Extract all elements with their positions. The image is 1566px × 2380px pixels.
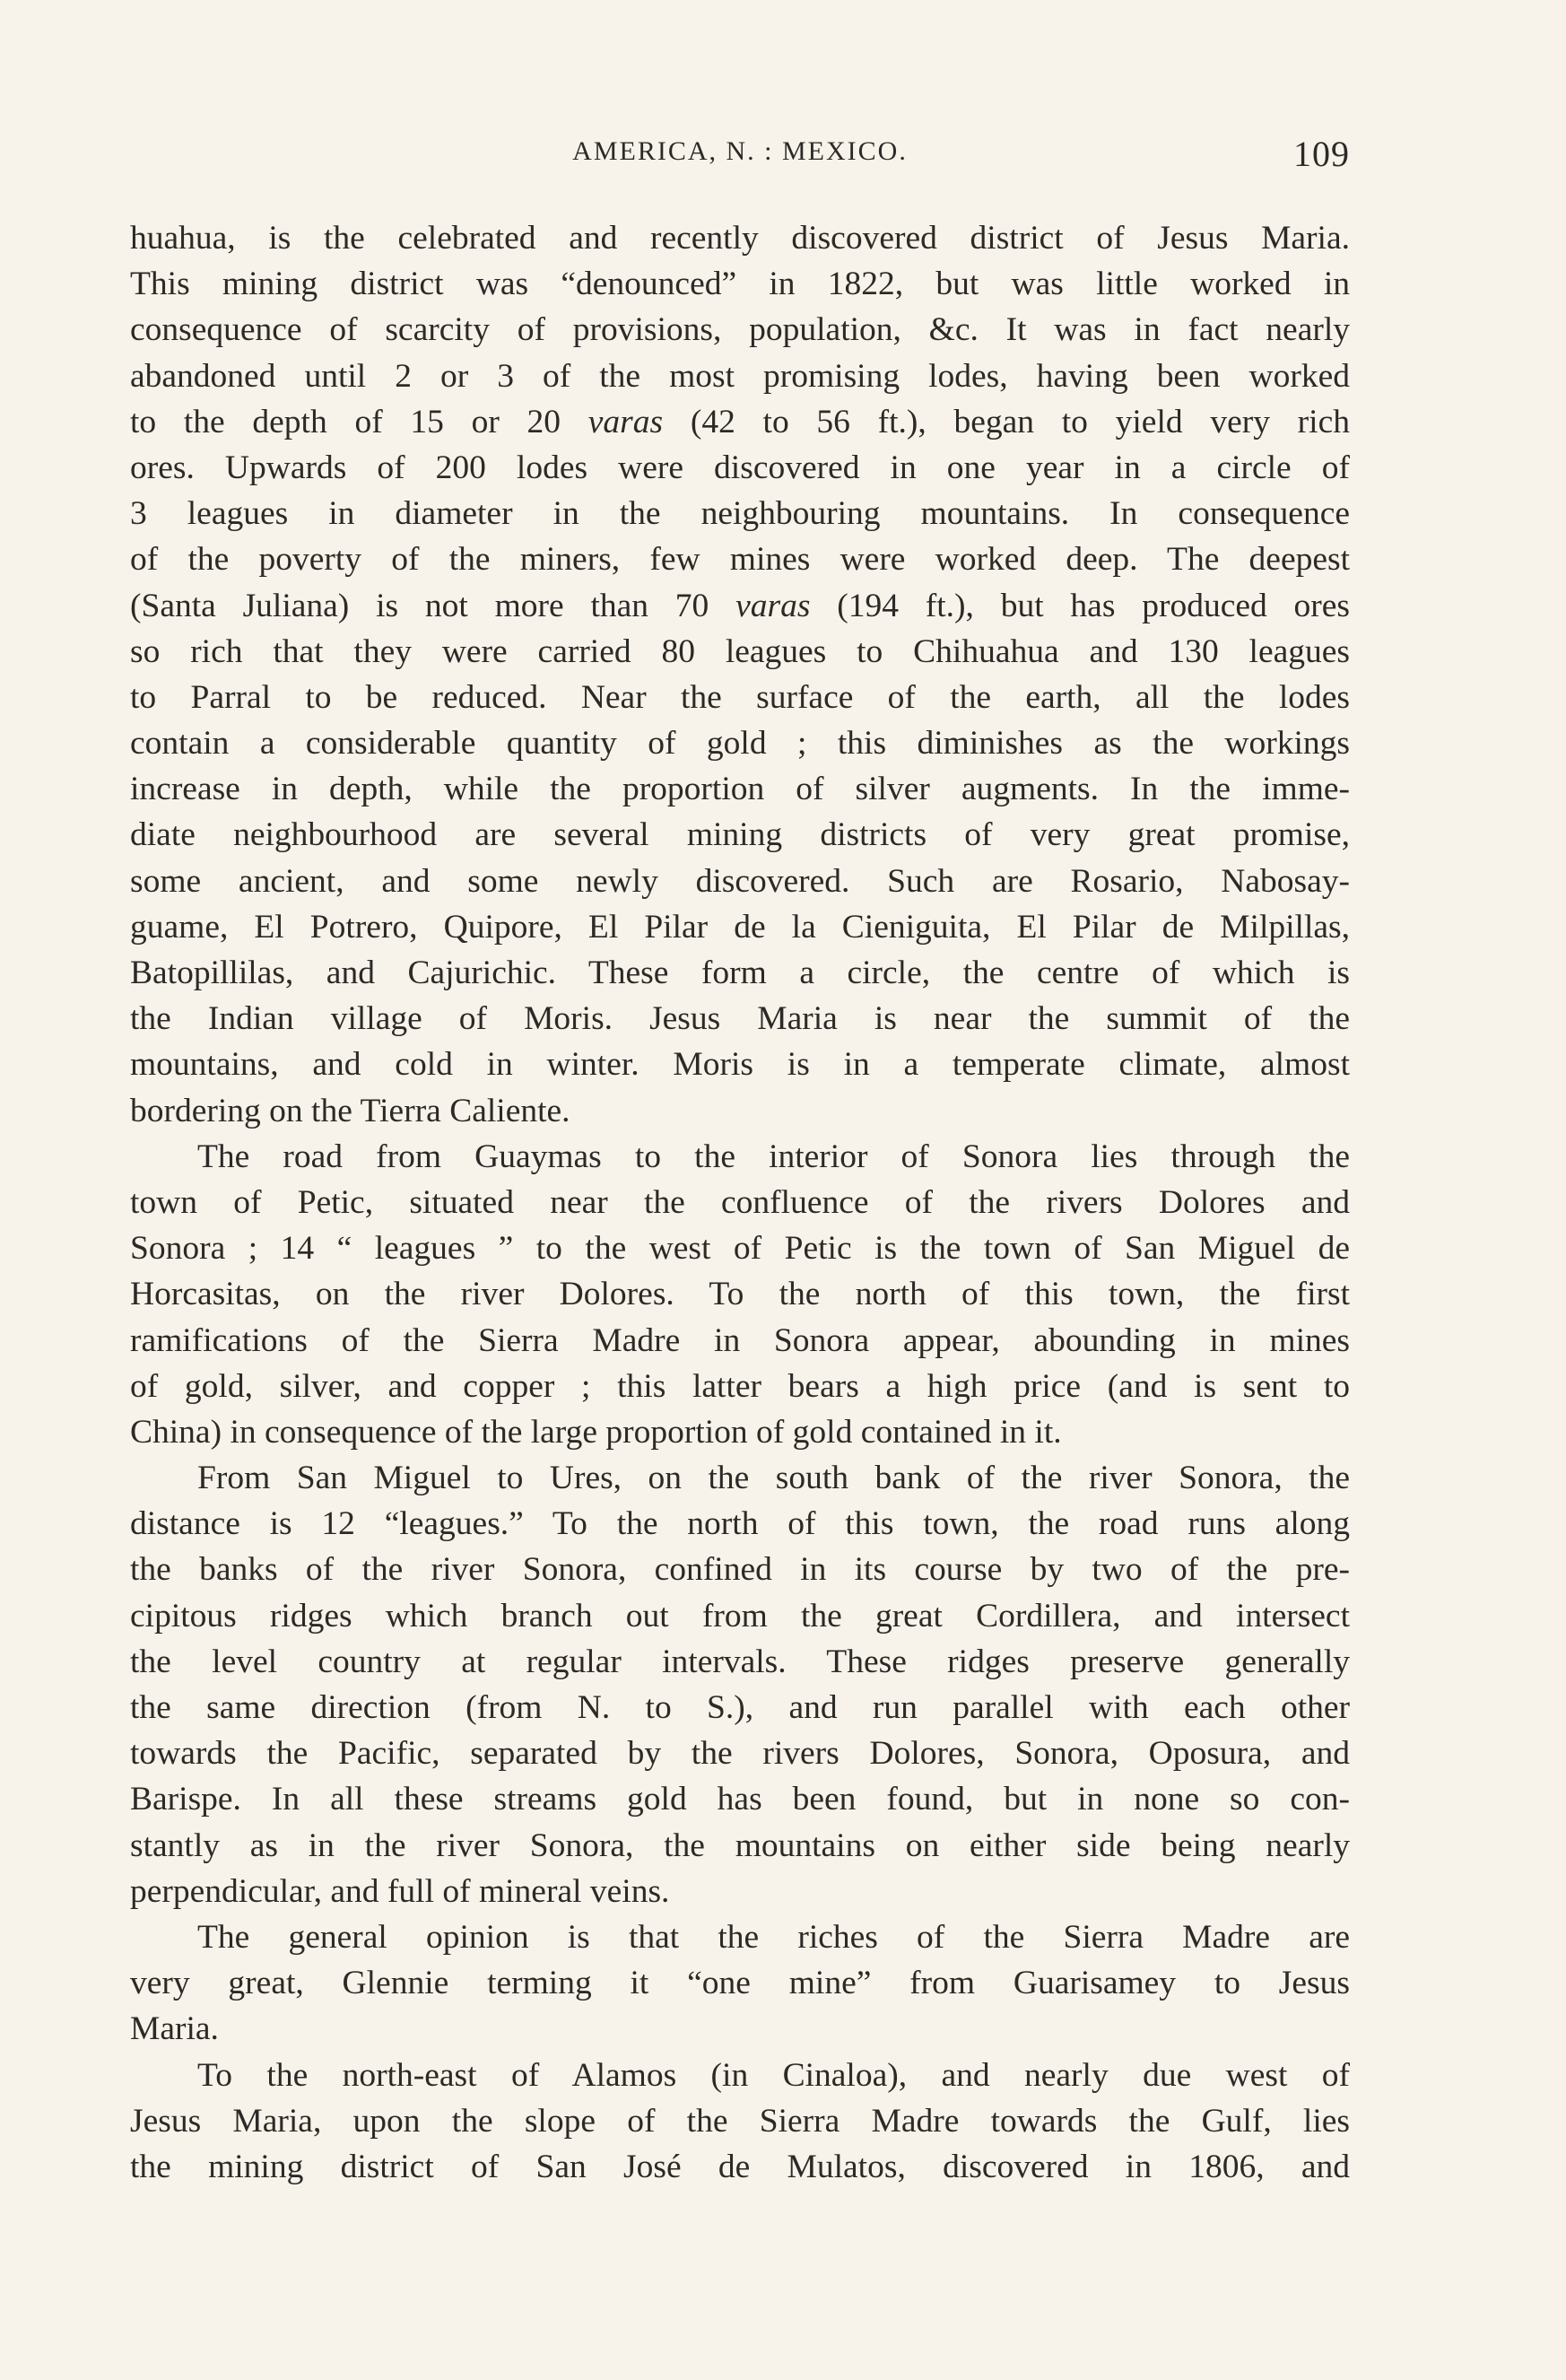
text-line: [130, 629, 1350, 675]
text-segment: 3 leagues in diameter in the neighbouring mountains. In consequence: [130, 495, 1350, 533]
text-line: [130, 1088, 1350, 1134]
text-segment: Batopillilas, and Cajurichic. These form a circle, the centre of which is: [130, 955, 1350, 991]
text-line: [130, 2098, 1350, 2144]
text-segment: (Santa Juliana) is not more than 70: [130, 587, 736, 624]
text-line: [130, 1731, 1350, 1776]
text-line: [130, 1180, 1350, 1225]
text-segment: Jesus Maria, upon the slope of the Sierra Madre towards the Gulf, lies: [130, 2102, 1350, 2140]
page-number: 109: [1293, 134, 1350, 174]
text-line: [130, 720, 1350, 766]
text-segment: guame, El Potrero, Quipore, El Pilar de la Cieniguita, El Pilar de Milpillas,: [130, 908, 1350, 946]
text-segment: the Indian village of Moris. Jesus Maria is near the summit of the: [130, 1000, 1350, 1038]
text-segment: to the depth of 15 or 20: [130, 403, 588, 440]
text-line: [130, 1271, 1350, 1317]
text-segment: stantly as in the river Sonora, the mountains on either side being nearly: [130, 1826, 1350, 1864]
text-line: [130, 1134, 1350, 1180]
text-segment: The road from Guaymas to the interior of Sonora lies through the: [197, 1138, 1350, 1175]
text-line: [130, 1409, 1350, 1455]
text-segment: cipitous ridges which branch out from the great Cordillera, and intersect: [130, 1597, 1350, 1635]
text-segment: consequence of scarcity of provisions, population, &c. It was in fact nearly: [130, 311, 1350, 349]
running-title: AMERICA, N. : MEXICO.: [572, 136, 908, 166]
text-line: [130, 261, 1350, 307]
text-segment: Horcasitas, on the river Dolores. To the north of this town, the first: [130, 1276, 1350, 1313]
text-segment: the same direction (from N. to S.), and run parallel with each other: [130, 1689, 1350, 1726]
text-segment: huahua, is the celebrated and recently discovered district of Jesus Maria.: [130, 220, 1350, 257]
text-line: [130, 1776, 1350, 1822]
text-segment: very great, Glennie terming it “one mine” from Guarisamey to Jesus: [130, 1965, 1350, 2002]
running-head: [130, 136, 1350, 181]
text-line: [130, 1042, 1350, 1087]
text-segment: towards the Pacific, separated by the rivers Dolores, Sonora, Oposura, and: [130, 1735, 1350, 1773]
text-line: [130, 1639, 1350, 1685]
text-segment: of the poverty of the miners, few mines were worked deep. The deepest: [130, 541, 1350, 579]
text-line: [130, 859, 1350, 904]
text-line: [130, 1823, 1350, 1869]
text-segment: abandoned until 2 or 3 of the most promising lodes, having been worked: [130, 357, 1350, 395]
text-line: [130, 491, 1350, 536]
text-line: [130, 445, 1350, 491]
text-line: [130, 904, 1350, 950]
text-segment: China) in consequence of the large proportion of gold contained in it.: [130, 1413, 1062, 1451]
text-line: [130, 2144, 1350, 2190]
text-segment: the mining district of San José de Mulatos, discovered in 1806, and: [130, 2148, 1350, 2185]
text-segment: The general opinion is that the riches of the Sierra Madre are: [197, 1918, 1350, 1956]
text-line: [130, 2006, 1350, 2052]
text-line: [130, 1685, 1350, 1731]
text-segment: (42 to 56 ft.), began to yield very rich: [663, 403, 1350, 440]
text-segment: ores. Upwards of 200 lodes were discovered in one year in a circle of: [130, 449, 1350, 486]
text-line: [130, 675, 1350, 720]
text-segment: of gold, silver, and copper ; this latter bears a high price (and is sent to: [130, 1367, 1350, 1405]
text-line: [130, 1914, 1350, 1960]
text-segment: the level country at regular intervals. These ridges preserve generally: [130, 1643, 1350, 1680]
text-line: [130, 307, 1350, 353]
text-line: [130, 1960, 1350, 2006]
text-line: [130, 950, 1350, 996]
text-segment: the banks of the river Sonora, confined in its course by two of the pre-: [130, 1551, 1350, 1589]
text-segment: perpendicular, and full of mineral veins.: [130, 1872, 670, 1910]
text-segment: From San Miguel to Ures, on the south bank of the river Sonora, the: [197, 1460, 1350, 1497]
text-segment: distance is 12 “leagues.” To the north of this town, the road runs along: [130, 1505, 1350, 1543]
text-line: [130, 1455, 1350, 1501]
text-segment: to Parral to be reduced. Near the surface of the earth, all the lodes: [130, 678, 1350, 716]
text-segment: bordering on the Tierra Caliente.: [130, 1092, 570, 1129]
text-segment: some ancient, and some newly discovered. Such are Rosario, Nabosay-: [130, 862, 1350, 900]
body-text: [130, 215, 1350, 2190]
italic-term: varas: [735, 587, 811, 624]
text-segment: This mining district was “denounced” in 1822, but was little worked in: [130, 266, 1350, 303]
text-line: [130, 1593, 1350, 1639]
text-segment: (194 ft.), but has produced ores: [810, 587, 1350, 624]
text-segment: Barispe. In all these streams gold has been found, but in none so con-: [130, 1781, 1350, 1818]
text-segment: Maria.: [130, 2010, 219, 2048]
text-segment: ramifications of the Sierra Madre in Sonora appear, abounding in mines: [130, 1321, 1350, 1359]
text-line: [130, 1225, 1350, 1271]
text-line: [130, 2053, 1350, 2098]
text-line: [130, 353, 1350, 399]
text-segment: so rich that they were carried 80 leagues to Chihuahua and 130 leagues: [130, 632, 1350, 670]
text-line: [130, 1869, 1350, 1914]
text-segment: To the north-east of Alamos (in Cinaloa), and nearly due west of: [197, 2056, 1350, 2094]
text-segment: Sonora ; 14 “ leagues ” to the west of Petic is the town of San Miguel de: [130, 1230, 1350, 1268]
text-line: [130, 536, 1350, 582]
text-line: [130, 1501, 1350, 1547]
text-line: [130, 1364, 1350, 1409]
italic-term: varas: [587, 403, 664, 440]
text-segment: mountains, and cold in winter. Moris is in a temperate climate, almost: [130, 1046, 1350, 1084]
text-line: [130, 812, 1350, 858]
text-line: [130, 215, 1350, 261]
text-segment: contain a considerable quantity of gold ; this diminishes as the workings: [130, 725, 1350, 763]
text-line: [130, 399, 1350, 445]
text-segment: increase in depth, while the proportion of silver augments. In the imme-: [130, 771, 1350, 808]
text-line: [130, 996, 1350, 1042]
text-segment: diate neighbourhood are several mining districts of very great promise,: [130, 816, 1350, 854]
text-segment: town of Petic, situated near the confluence of the rivers Dolores and: [130, 1183, 1350, 1221]
text-line: [130, 1547, 1350, 1592]
text-line: [130, 766, 1350, 812]
text-line: [130, 583, 1350, 629]
text-line: [130, 1318, 1350, 1364]
